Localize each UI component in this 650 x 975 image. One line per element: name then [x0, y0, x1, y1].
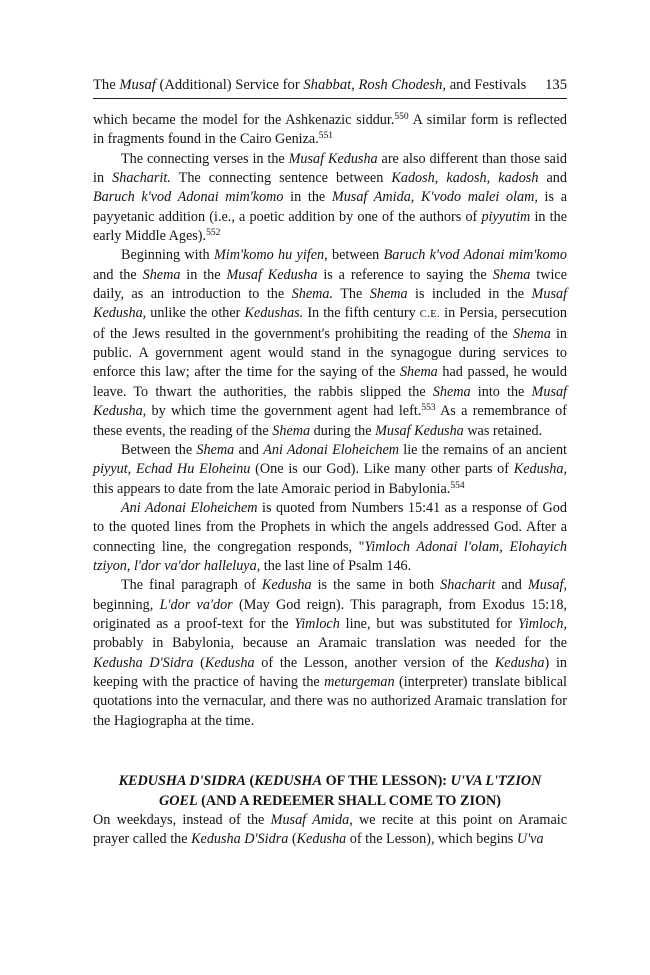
italic-term: Baruch k'vod Adonai mim'komo: [383, 247, 567, 264]
text-run: The: [333, 286, 370, 303]
italic-term: Shacharit.: [112, 170, 171, 187]
italic-term: U'va: [516, 831, 544, 848]
italic-term: Kedusha: [296, 831, 347, 848]
italic-term: L'dor va'dor: [159, 596, 233, 613]
body-text: [93, 111, 567, 850]
italic-term: Yimloch Adonai l'olam, Elohayich tziyon, l'dor va'dor halleluya,: [93, 538, 567, 574]
text-run: of the Lesson), which begins: [346, 831, 517, 848]
text-run: is a reference to saying the: [317, 266, 493, 283]
text-run: is quoted from Numbers 15:41 as a response of God to the quoted lines from the Prophets in which the angels addressed God. After a connecting line, the congregation responds, ": [93, 499, 567, 555]
running-header: [93, 76, 567, 99]
text-run: into the: [470, 383, 532, 400]
italic-term: Shema: [142, 266, 181, 283]
paragraph-2: [93, 150, 567, 247]
page-number: 135: [545, 77, 567, 93]
italic-term: Shacharit: [440, 577, 496, 594]
italic-term: Shema: [272, 422, 311, 439]
italic-term: piyyutim: [481, 208, 531, 225]
text-run: unlike the other: [146, 305, 245, 322]
italic-term: Musaf,: [527, 577, 567, 594]
text-run: is the same in both: [311, 577, 441, 594]
italic-term: Shema: [196, 441, 235, 458]
running-title: [93, 76, 526, 94]
italic-term: Kadosh, kadosh, kadosh: [391, 170, 539, 187]
italic-term: Shema: [432, 383, 471, 400]
italic-term: Mim'komo hu yifen,: [213, 247, 328, 264]
text-run: On weekdays, instead of the: [93, 812, 271, 828]
text-run: (May God reign). This paragraph, from Exodus 15:18, originated as a proof-text for the: [93, 596, 567, 632]
text-run: (: [288, 831, 297, 848]
text-run: In the fifth century: [303, 305, 420, 322]
header-text: (Additional) Service for: [155, 77, 304, 93]
header-text: and Festivals: [446, 77, 527, 93]
text-run: (interpreter) translate biblical quotations into the vernacular, and there was no authorized Aramaic translation for the Hagiographa at the time.: [93, 673, 567, 729]
italic-term: Musaf Kedusha,: [93, 383, 567, 420]
paragraph-5: [93, 499, 567, 576]
text-run: in the: [180, 266, 227, 283]
text-run: the last line of Psalm 146.: [260, 557, 412, 574]
italic-term: Kedusha: [204, 654, 255, 671]
italic-term: Ani Adonai Eloheichem: [121, 499, 258, 516]
footnote-ref: 554: [450, 480, 465, 491]
text-run: lie the remains of an ancient: [399, 441, 567, 458]
book-page: [93, 76, 567, 850]
italic-term: Baruch k'vod Adonai mim'komo: [93, 189, 284, 206]
heading-italic: KEDUSHA D'SIDRA: [118, 773, 246, 789]
text-run: we recite at this point on Aramaic prayer called the: [93, 812, 567, 848]
text-run: The connecting verses in the: [121, 150, 289, 167]
text-run: line, but was substituted for: [339, 615, 518, 632]
header-text-italic: Shabbat, Rosh Chodesh,: [303, 77, 447, 93]
paragraph-6: [93, 576, 567, 731]
text-run: ) in keeping with the practice of having the: [93, 654, 567, 690]
text-run: beginning,: [93, 596, 160, 613]
italic-term: Musaf Kedusha,: [93, 286, 568, 322]
text-run: in the early Middle Ages).: [93, 208, 567, 245]
italic-term: Kedusha: [261, 577, 312, 594]
text-run: As a remembrance of these events, the reading of the: [93, 403, 567, 439]
italic-term: Shema: [399, 364, 438, 381]
heading-text: OF THE LESSON):: [322, 773, 451, 789]
italic-term: Shema.: [291, 286, 334, 303]
text-run: by which time the government agent had left.: [146, 403, 422, 420]
text-run: and: [234, 441, 264, 458]
text-run: between: [327, 247, 384, 264]
text-run: and: [495, 577, 528, 594]
italic-term: Kedushas.: [244, 305, 304, 322]
text-run: of the Lesson, another version of the: [254, 654, 495, 671]
text-run: (: [193, 654, 205, 671]
italic-term: Musaf Kedusha: [288, 150, 378, 167]
text-run: The connecting sentence between: [170, 170, 392, 187]
text-run: is included in the: [407, 286, 532, 303]
heading-italic: U'VA L'TZION GOEL: [159, 773, 542, 809]
footnote-ref: 553: [421, 403, 436, 414]
italic-term: Shema: [369, 286, 408, 303]
italic-term: Musaf Kedusha: [226, 266, 318, 283]
text-run: Between the: [121, 441, 197, 458]
heading-text: (: [245, 773, 255, 789]
paragraph-1: [93, 111, 567, 150]
paragraph-7: [93, 811, 567, 850]
italic-term: Yimloch,: [518, 615, 567, 632]
text-run: and: [538, 170, 567, 187]
italic-term: Musaf Amida,: [270, 812, 353, 828]
italic-term: Kedusha D'Sidra: [191, 831, 289, 848]
text-run: in public. A government agent would stand in the synagogue during services to enforce this law; after the time for the saying of the: [93, 325, 568, 381]
italic-term: Musaf Kedusha: [375, 422, 464, 439]
footnote-ref: 550: [394, 112, 409, 122]
italic-term: Shema: [512, 325, 551, 342]
text-run: probably in Babylonia, because an Aramaic translation was needed for the: [93, 635, 567, 652]
small-caps-era: C.E.: [419, 309, 441, 321]
text-run: Beginning with: [121, 247, 214, 264]
text-run: during the: [310, 422, 376, 439]
text-run: had passed, he would leave. To thwart the authorities, the rabbis slipped the: [93, 364, 568, 400]
text-run: was retained.: [463, 422, 543, 439]
text-run: is a payyetanic addition (i.e., a poetic addition by one of the authors of: [93, 189, 567, 225]
text-run: (One is our God). Like many other parts of: [250, 461, 514, 478]
italic-term: Yimloch: [294, 615, 340, 632]
italic-term: Kedusha D'Sidra: [93, 654, 194, 671]
paragraph-4: [93, 441, 567, 499]
text-run: A similar form is reflected in fragments found in the Cairo Geniza.: [93, 112, 567, 148]
text-run: are also different than those said in: [93, 150, 568, 187]
text-run: The final paragraph of: [121, 577, 262, 594]
italic-term: Musaf Amida, K'vodo malei olam,: [331, 189, 538, 206]
section-heading: [93, 771, 567, 811]
text-run: this appears to date from the late Amoraic period in Babylonia.: [93, 480, 451, 497]
italic-term: Kedusha,: [513, 461, 567, 478]
text-run: twice daily, as an introduction to the: [93, 266, 567, 303]
heading-text: (AND A REDEEMER SHALL COME TO ZION): [197, 793, 501, 809]
italic-term: piyyut, Echad Hu Eloheinu: [93, 461, 251, 478]
italic-term: Kedusha: [494, 654, 545, 671]
footnote-ref: 551: [318, 131, 334, 142]
text-run: in Persia, persecution of the Jews resulted in the government's prohibiting the reading of the: [93, 305, 567, 342]
text-run: which became the model for the Ashkenazic siddur.: [93, 112, 395, 128]
footnote-ref: 552: [206, 228, 221, 239]
heading-italic: KEDUSHA: [254, 773, 323, 789]
text-run: and the: [93, 266, 143, 283]
header-text-italic: Musaf: [119, 77, 156, 93]
paragraph-3: [93, 246, 567, 440]
header-text: The: [93, 77, 120, 93]
italic-term: Shema: [492, 266, 531, 283]
italic-term: Ani Adonai Eloheichem: [263, 441, 400, 458]
text-run: in the: [283, 189, 332, 206]
italic-term: meturgeman: [324, 673, 395, 690]
